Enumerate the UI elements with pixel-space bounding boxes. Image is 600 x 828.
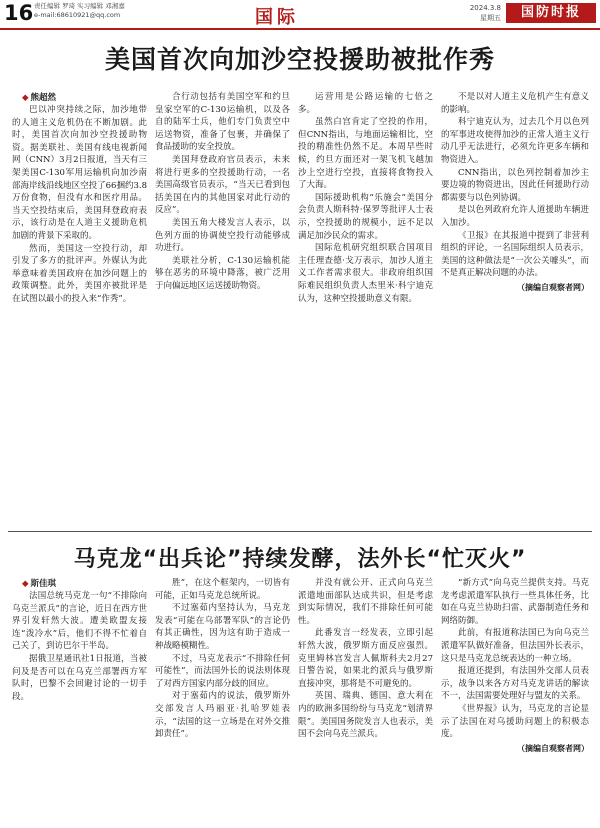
- article-1-column-1: [12, 104, 147, 524]
- masthead: [0, 0, 600, 30]
- paragraph: 然而，美国这一空投行动，却引发了多方的批评声。外媒认为此举意味着美国政府在加沙问题上的政策调整。此外，美国亦被批评是在试图以最小的投入来“作秀”。: [12, 243, 147, 304]
- article-2-column-3: [298, 577, 433, 822]
- paragraph: 国际援助机构“乐施会”美国分会负责人斯科特·保罗等批评人士表示，空投援助的规模小，远不足以满足加沙民众的需求。: [298, 192, 433, 241]
- paragraph: 美国五角大楼发言人表示，以色列方面的协调使空投行动能够成功进行。: [155, 217, 290, 254]
- section-title: 国际: [255, 7, 299, 28]
- date-value: 2024.3.8: [469, 4, 501, 12]
- byline-diamond-icon: ◆: [22, 579, 29, 589]
- paragraph: 《卫报》在其报道中提到了非营利组织的评论，一名国际组织人员表示，美国的这种做法是“一次公关噱头”，而不是真正解决问题的办法。: [441, 230, 589, 279]
- paragraph: 虽然白宫肯定了空投的作用，但CNN指出，与地面运输相比，空投的精准性仍然不足。本周早些时候，约旦方面还对一架飞机飞越加沙上空进行空投，直接将食物投入了大海。: [298, 117, 433, 191]
- paragraph: CNN指出，以色列控制着加沙主要边境的物资进出，因此任何援助行动都需要与以色列协调。: [441, 167, 589, 203]
- newspaper-logo: 国防时报: [506, 3, 596, 23]
- article-2-source: （摘编自观察者网）: [517, 743, 589, 753]
- paragraph: 胜”，在这个框架内，一切皆有可能，正如马克龙总统所说。: [155, 578, 290, 601]
- article-2-headline: 马克龙“出兵论”持续发酵，法外长“忙灭火”: [73, 547, 527, 572]
- paragraph: 并没有就公开、正式向乌克兰派遣地面部队达成共识，但是考虑到实际情况，我们不排除任何可能性。: [298, 578, 433, 626]
- article-2-column-4: [441, 577, 589, 822]
- paragraph: 不过塞茹内坚持认为，马克龙发表“可能在乌部署军队”的言论仍有其正确性，因为这有助于造成一种战略模糊性。: [155, 603, 290, 651]
- paragraph: 巴以冲突持续之际，加沙地带的人道主义危机仍在不断加剧。此时，美国首次向加沙空投援助物资。据美联社、美国有线电视新闻网（CNN）3月2日报道，当天有三架美国C-130军用运输机向加沙南部海岸线沿线地区空投了66捆约3.8万份食物，但没有水和医疗用品。当天空投结束后，美国拜登政府表示，该行动是在人道主义援助危机加剧的背景下采取的。: [12, 105, 147, 241]
- paragraph: 美国拜登政府官员表示，未来将进行更多的空投援助行动，一名美国高级官员表示，“当天已看到包括美国在内的其他国家对此行动的反应”。: [155, 154, 290, 216]
- article-2-author: 斯佳琪: [30, 579, 57, 589]
- article-1-column-4: [441, 91, 589, 524]
- paragraph: 此前，有报道称法国已为向乌克兰派遣军队做好准备，但法国外长表示，这只是马克龙总统表达的一种立场。: [441, 628, 589, 664]
- paragraph: 不是以对人道主义危机产生有意义的影响。: [441, 92, 589, 115]
- paragraph: 对于塞茹内的说法，俄罗斯外交部发言人玛丽亚·扎哈罗娃表示，“法国的这一立场是在对外交推卸责任”。: [155, 691, 290, 740]
- article-1-column-2: [155, 91, 290, 524]
- paragraph: 国际危机研究组织联合国项目主任理查德·戈万表示，加沙人道主义工作者需求很大。非政府组织国际难民组织负责人杰里米·科宁迪克认为，这种空投援助意义有限。: [298, 243, 433, 304]
- article-1-byline: [22, 91, 56, 103]
- article-2-column-2: [155, 577, 290, 822]
- paragraph: 报道还提到，有法国外交部人员表示，战争以来各方对马克龙讲话的解读不一，法国需要处理好与盟友的关系。: [441, 666, 589, 702]
- weekday-value: 星期五: [480, 14, 501, 22]
- article-1-source: （摘编自观察者网）: [517, 282, 589, 292]
- article-1-column-3: [298, 91, 433, 524]
- paragraph: 运营用是公路运输的七倍之多。: [298, 92, 433, 115]
- paragraph: “新方式”向乌克兰提供支持。马克龙考虑派遣军队执行一些具体任务，比如在乌克兰协助扫雷、武器制造任务和网络防御。: [441, 578, 589, 626]
- paragraph: 《世界报》认为，马克龙的言论显示了法国在对乌援助问题上的积极态度。: [441, 703, 589, 740]
- editor-credits: [34, 2, 184, 20]
- page-number: 16: [4, 1, 34, 25]
- editor-names: 责任编辑 罗琦 实习编辑 邓湘嘉: [34, 2, 125, 10]
- paragraph: 不过，马克龙表示“不排除任何可能性”，而法国外长的说法则体现了对西方国家内部分歧的回应。: [155, 653, 290, 689]
- article-2-byline: [22, 577, 56, 589]
- paragraph: 法国总统马克龙一句“不排除向乌克兰派兵”的言论，近日在西方世界引发轩然大波。遭美欧盟友接连“泼冷水”后，他们不得不忙着自己关了，到访巴尔干半岛。: [12, 591, 147, 652]
- article-1-author: 熊超然: [30, 93, 57, 103]
- paragraph: 英国、瑞典、德国、意大利在内的欧洲多国纷纷与马克龙“划清界限”。美国国务院发言人也表示，美国不会向乌克兰派兵。: [298, 691, 433, 740]
- byline-diamond-icon: ◆: [22, 93, 29, 103]
- paragraph: 此番发言一经发表，立即引起轩然大波，俄罗斯方面反应强烈。克里姆林宫发言人佩斯科夫2月27日警告说，如果北约派兵与俄罗斯直接冲突，那将是不可避免的。: [298, 628, 433, 689]
- editor-email: e-mail:68610921@qq.com: [34, 11, 121, 19]
- paragraph: 科宁迪克认为，过去几个月以色列的军事进攻使得加沙的正常人道主义行动几乎无法进行，必须允许更多车辆和物资进入。: [441, 117, 589, 165]
- paragraph: 据俄卫星通讯社1日报道，当被问及是否可以在乌克兰部署西方军队时，巴黎不会回避讨论的一切手段。: [12, 653, 147, 702]
- article-divider: [8, 531, 592, 532]
- article-2-column-1: [12, 590, 147, 822]
- paragraph: 是以色列政府允许人道援助车辆进入加沙。: [441, 205, 589, 228]
- paragraph: 美联社分析，C-130运输机能够在恶劣的环境中降落，被广泛用于向偏远地区运送援助物资。: [155, 255, 290, 291]
- issue-date: [453, 3, 501, 23]
- paragraph: 合行动包括有美国空军和约旦皇家空军的C-130运输机，以及各自的陆军士兵，他们专门负责空中运送物资，准备了包裹，并确保了食品援助的安全投放。: [155, 92, 290, 153]
- article-1-headline: 美国首次向加沙空投援助被批作秀: [104, 45, 495, 74]
